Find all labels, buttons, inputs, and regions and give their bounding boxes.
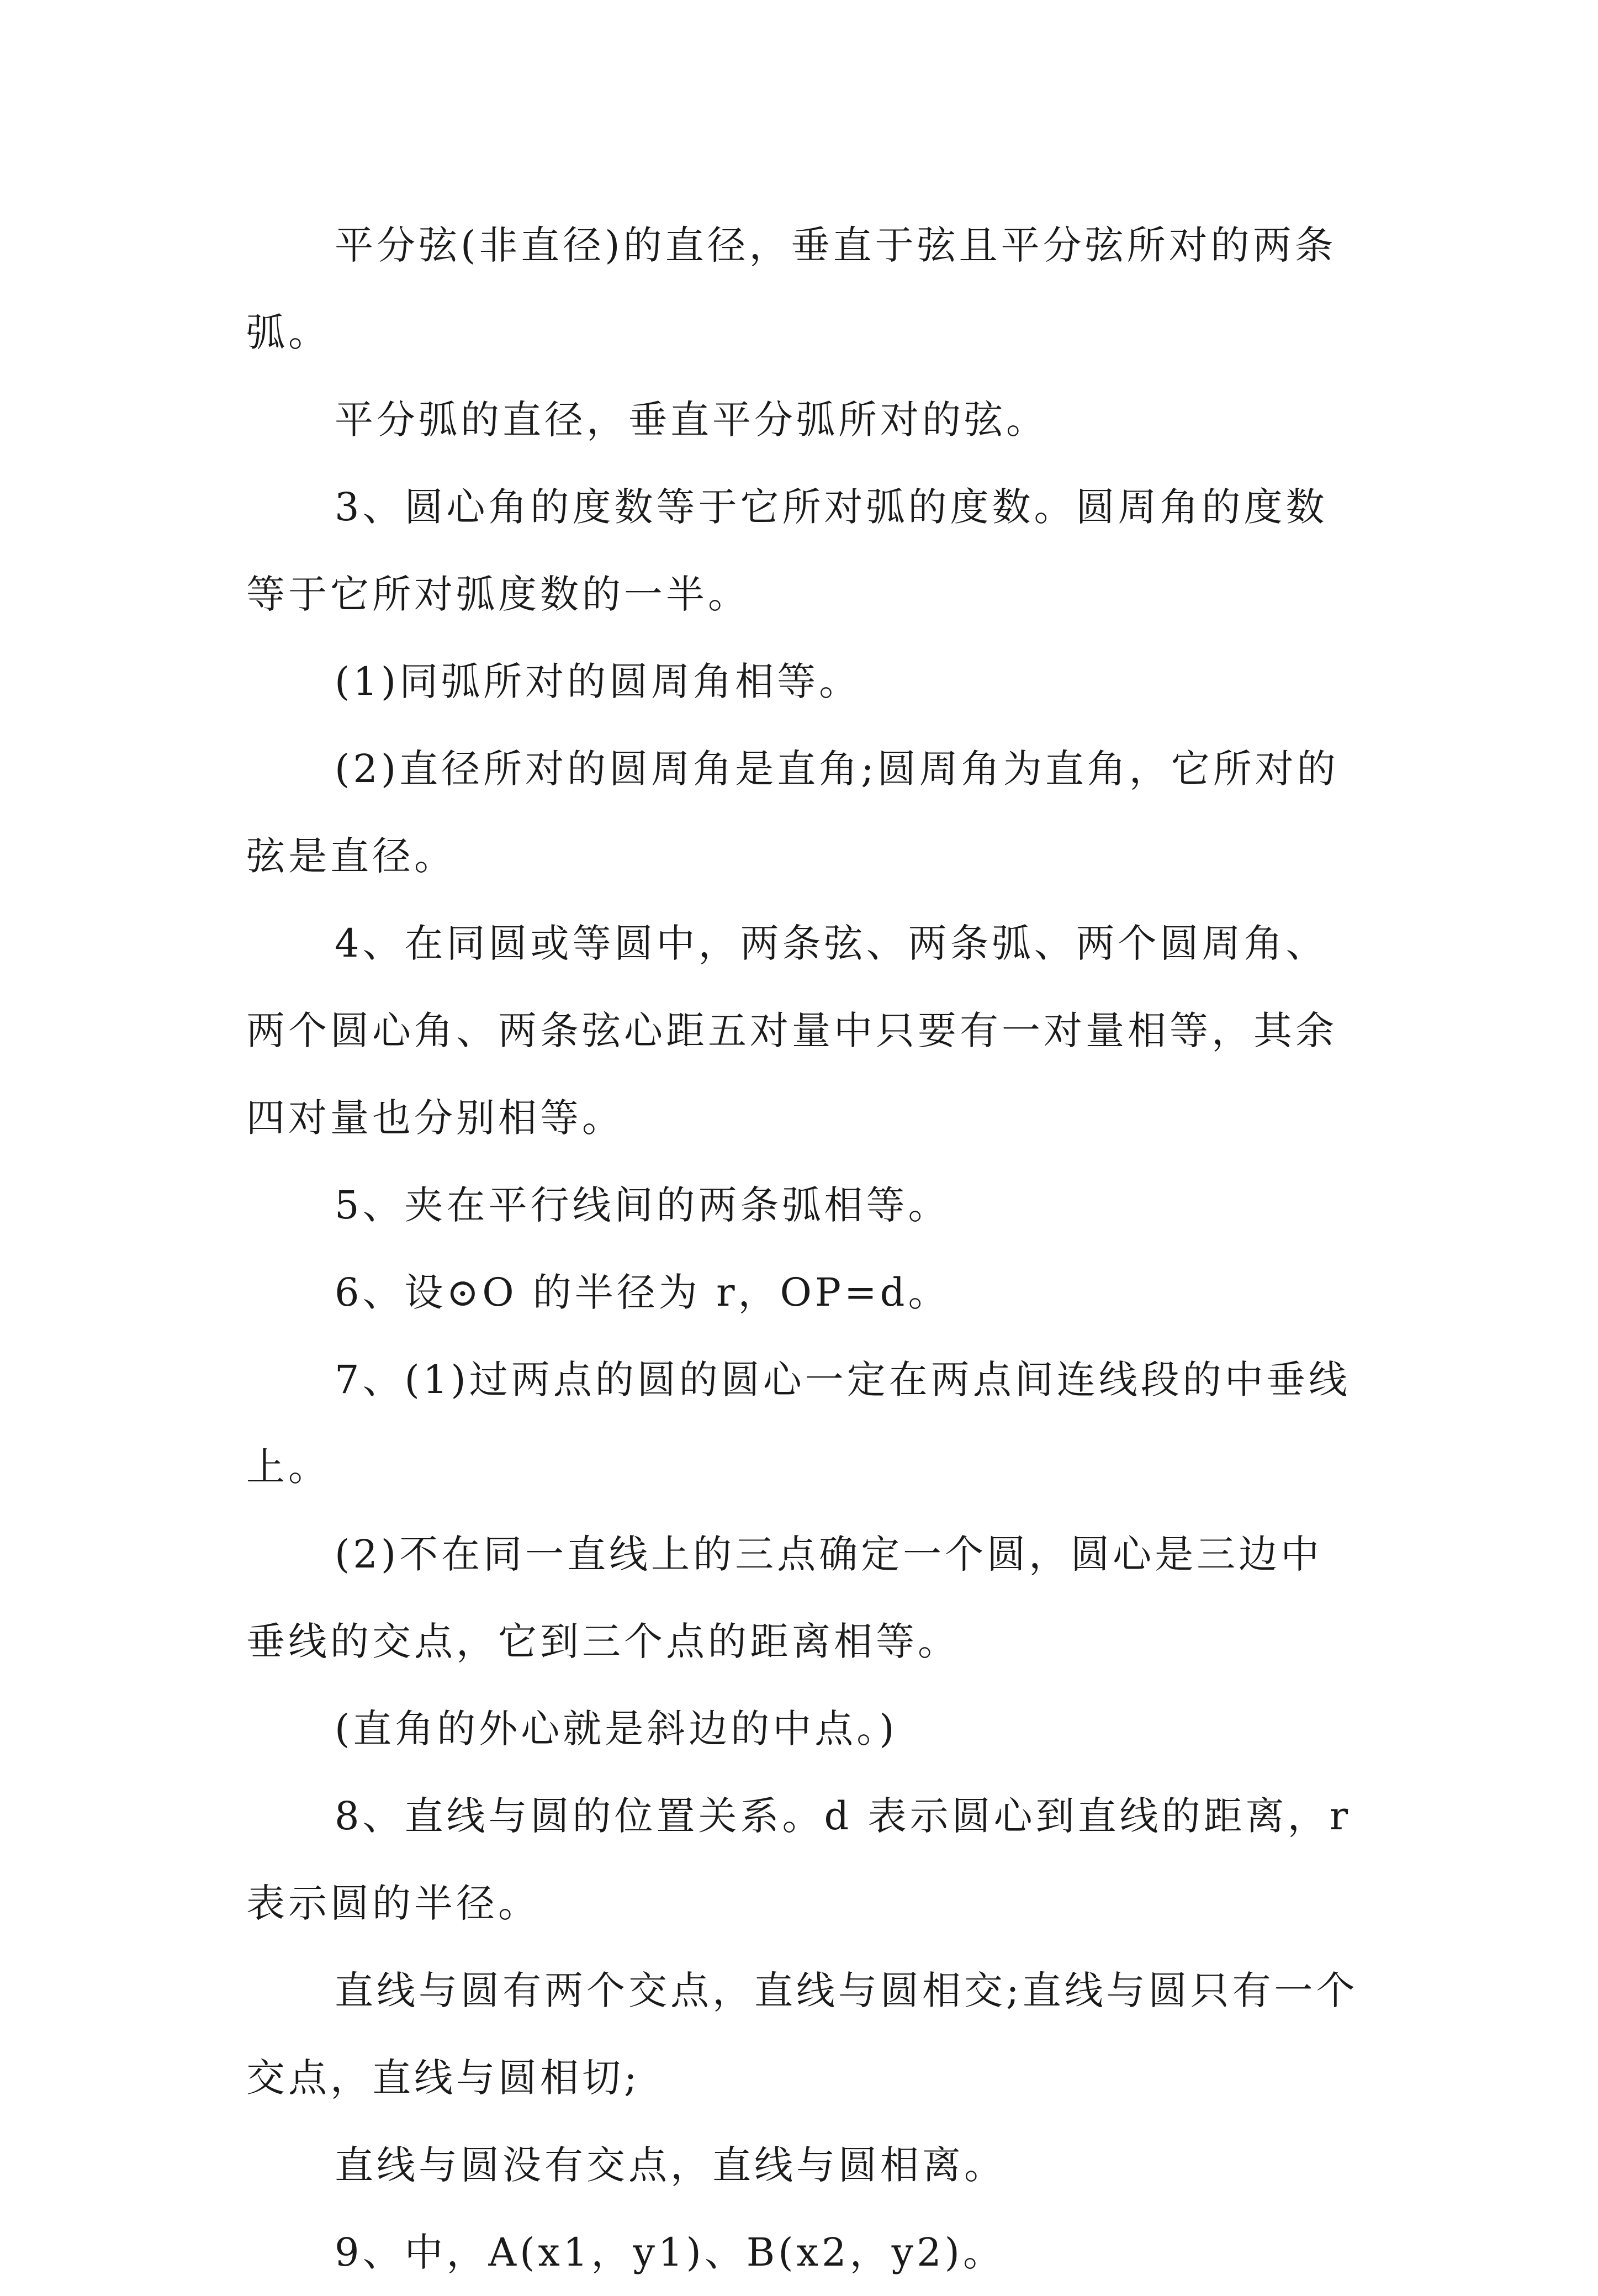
paragraph: 3、圆心角的度数等于它所对弧的度数。圆周角的度数等于它所对弧度数的一半。 <box>246 484 1328 617</box>
paragraph: (2)直径所对的圆周角是直角;圆周角为直角，它所对的弦是直径。 <box>246 746 1339 879</box>
paragraph: 8、直线与圆的位置关系。d 表示圆心到直线的距离，r 表示圆的半径。 <box>246 1793 1352 1926</box>
paragraph: 7、(1)过两点的圆的圆心一定在两点间连线段的中垂线上。 <box>246 1357 1351 1490</box>
paragraph: 直线与圆有两个交点，直线与圆相交;直线与圆只有一个交点，直线与圆相切; <box>246 1968 1358 2100</box>
paragraph: 6、设⊙O 的半径为 r，OP=d。 <box>335 1270 950 1315</box>
paragraph: 直线与圆没有交点，直线与圆相离。 <box>335 2142 1006 2188</box>
paragraph: 4、在同圆或等圆中，两条弦、两条弧、两个圆周角、两个圆心角、两条弦心距五对量中只要有一对量相等，其余四对量也分别相等。 <box>246 921 1337 1141</box>
paragraph: 9、中，A(x1，y1)、B(x2，y2)。 <box>335 2230 1005 2275</box>
paragraph: (2)不在同一直线上的三点确定一个圆，圆心是三边中垂线的交点，它到三个点的距离相等。 <box>246 1532 1323 1664</box>
paragraph: 5、夹在平行线间的两条弧相等。 <box>335 1183 950 1228</box>
paragraph: 平分弧的直径，垂直平分弧所对的弦。 <box>335 397 1048 442</box>
paragraph: (直角的外心就是斜边的中点。) <box>335 1706 898 1751</box>
document-body <box>246 202 1362 2296</box>
paragraph: (1)同弧所对的圆周角相等。 <box>335 659 861 704</box>
paragraph: 平分弦(非直径)的直径，垂直于弦且平分弦所对的两条弧。 <box>246 223 1337 355</box>
